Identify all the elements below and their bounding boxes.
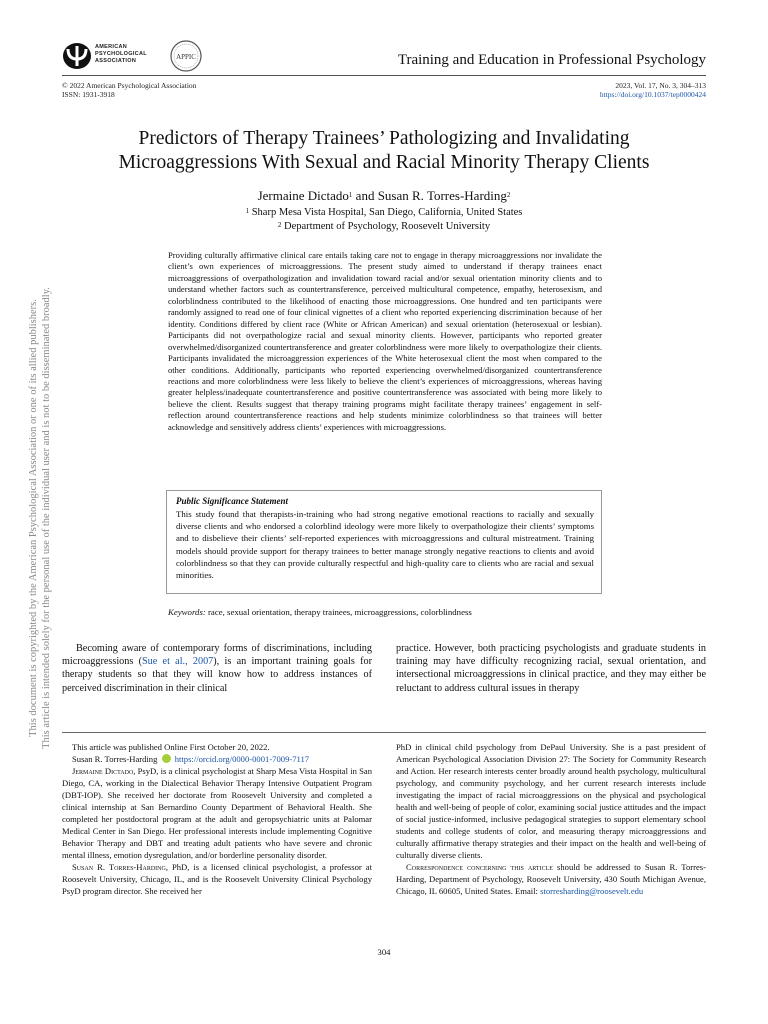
affiliation-1: $^1$ Sharp Mesa Vista Hospital, San Diego, California, United States — [245, 207, 523, 218]
abstract: Providing culturally affirmative clinical care entails taking care not to engage in therapy microaggressions nor invalidate the client’s own experiences of microaggressions. The present study aimed to understand if therapy trainees enact microaggressions of overpathologization and invalidation toward racial and/or sexual orientation minority clients and to understand whether factors such as countertransference, perceived multicultural competence, empathy, heterosexism, and colorblindness contributed to the likelihood of enacting those microaggressions. One hundred and ten participants were randomly assigned to read one of four clinical vignettes of a client who reported experiencing discrimination because of her identity. Conditions differed by client race (White or African American) and sexual orientation (heterosexual or lesbian). Participants did not overpathologize racial and sexual minority clients. However, participants who reported greater overwhelmed/disorganized countertransference and greater colorblindness were more likely to overpathologize their clients. Participants invalidated the microaggression experiences of the White heterosexual client the most when compared to the other conditions. Additionally, participants who reported experiencing overwhelmed/disorganized countertransference reactions and more colorblindness were less likely to believe the client’s experiences of microaggressions, whereas having greater helpless/inadequate countertransference and positive countertransference was associated with being more likely to believe the client. Results suggest that therapy training programs might facilitate therapy trainees’ engagement in self-reflection around countertransference reactions and help students minimize colorblindness so that trainees will better acknowledge and sensitively address clients’ experiences with microaggressions. — [168, 250, 602, 432]
orcid-note: Susan R. Torres-Harding https://orcid.org/0000-0001-7009-7117 — [72, 754, 310, 764]
citation-line: 2023, Vol. 17, No. 3, 304–313 — [615, 81, 706, 90]
author-2: Susan R. Torres-Harding — [377, 188, 507, 203]
public-significance-text: This study found that therapists-in-training who had strong negative emotional reactions to racially and sexually diverse clients and who endorsed a colorblind ideology were more likely to overpathologize their clients’ symptoms and to disbelieve their clients’ self-reported experiences with microaggressions and cultural mistreatment. Training models should provide support for therapy trainees to better manage strongly negative reactions to clients and avoid colorblindness so that they can provide culturally respectful and high-quality care to clients who are racial and sexual minorities. — [176, 509, 594, 581]
author-connector: and — [352, 188, 378, 203]
orcid-icon[interactable] — [162, 754, 171, 763]
apa-psi-icon — [62, 42, 92, 70]
torres-bio: Susan R. Torres-Harding, PhD, is a licensed clinical psychologist, a professor at Roosevelt University, Chicago, IL, and is the Roosevelt University Clinical Psychology PsyD program director. She received her — [62, 862, 372, 896]
appic-seal-text: APPIC — [176, 53, 196, 61]
author-1: Jermaine Dictado — [257, 188, 349, 203]
keywords-label: Keywords: — [168, 607, 206, 617]
sidebar-line-2: This article is intended solely for the personal use of the individual user and is not to be disseminated broadly. — [41, 287, 52, 749]
journal-title: Training and Education in Professional Psychology — [397, 52, 706, 68]
published-note: This article was published Online First October 20, 2022. — [72, 742, 270, 752]
copyright-info — [62, 81, 196, 99]
issn-line: ISSN: 1931-3918 — [62, 90, 115, 99]
copyright-line: © 2022 American Psychological Association — [62, 81, 197, 90]
appic-seal-logo — [170, 40, 202, 72]
body-column-right: practice. However, both practicing psychologists and graduate students in training may have difficulty recognizing racial, sexual orientation, and intersectional microaggressions in clinical practice, and they may either be reluctant to address cultural issues in therapy — [396, 643, 706, 694]
title-line-2: Microaggressions With Sexual and Racial Minority Therapy Clients — [118, 152, 650, 173]
author-list — [62, 188, 706, 204]
email-link[interactable]: storresharding@roosevelt.edu — [540, 886, 644, 896]
citation-link[interactable]: Sue et al., 2007 — [141, 656, 214, 668]
keywords-text: race, sexual orientation, therapy trainees, microaggressions, colorblindness — [205, 607, 472, 617]
correspondence-note: Correspondence concerning this article should be addressed to Susan R. Torres-Harding, Department of Psychology, Roosevelt University, 430 South Michigan Avenue, Chicago, IL 60605, United States. Email: storresharding@roosevelt.edu — [396, 862, 706, 896]
footnotes-left — [62, 741, 372, 897]
apa-logo-text: AMERICAN PSYCHOLOGICAL ASSOCIATION — [95, 44, 147, 64]
article-title — [62, 127, 706, 175]
dictado-bio: Jermaine Dictado, PsyD, is a clinical psychologist at Sharp Mesa Vista Hospital in San Diego, CA, working in the Dialectical Behavior Therapy Intensive Outpatient Program (DBT-IOP). She received her doctorate from Roosevelt University and completed a clinical internship at San Bernardino County Department of Behavioral Health. She completed her postdoctoral program at the adult and geropsychiatric units at Palomar Medical Center in San Diego. Her professional interests include implementing Cognitive Behavior Therapy and DBT and treating adult patients who have severe and chronic mental illness, emotion dysregulation, and/or borderline personality disorder. — [62, 766, 372, 860]
doi-link[interactable]: https://doi.org/10.1037/tep0000424 — [599, 90, 706, 99]
page-number: 304 — [377, 947, 391, 957]
author-1-sup: 1 — [348, 191, 353, 199]
torres-bio-continued: PhD in clinical child psychology from DePaul University. She is a past president of American Psychological Association Division 27: The Society for Community Research and Action. Her research interests center broadly around health psychology, multicultural psychology, and community psychology, and her current research interests include investigating the impact of racial microaggressions on the physical and psychological health and well-being of people of color, examining social justice attitudes and the impact of social justice-informed, inclusive pedagogical strategies to support elementary school students and college students of color, and measuring therapy microaggressions and culturally affirmative therapy strategies and their impact on the health and well-being of culturally diverse clients. — [396, 742, 706, 860]
orcid-link[interactable]: https://orcid.org/0000-0001-7009-7117 — [174, 754, 310, 764]
public-significance-heading: Public Significance Statement — [176, 496, 288, 506]
header-rule — [62, 75, 706, 76]
title-line-1: Predictors of Therapy Trainees’ Pathologizing and Invalidating — [138, 128, 630, 149]
apa-logo — [62, 40, 162, 72]
keywords — [168, 607, 602, 617]
sidebar-line-1: This document is copyrighted by the American Psychological Association or one of its allied publishers. — [28, 299, 39, 737]
author-2-sup: 2 — [506, 191, 511, 199]
affiliation-2: $^2$ Department of Psychology, Roosevelt University — [277, 221, 491, 232]
footnotes-right — [396, 741, 706, 897]
copyright-sidebar — [27, 138, 53, 898]
citation-info — [440, 81, 706, 99]
body-column-left: Becoming aware of contemporary forms of discriminations, including microaggressions (Sue et al., 2007), is an important training goals for therapy students so that they will know how to address instances of perceived discrimination in their clinical — [62, 643, 372, 694]
footnote-rule — [62, 732, 706, 733]
